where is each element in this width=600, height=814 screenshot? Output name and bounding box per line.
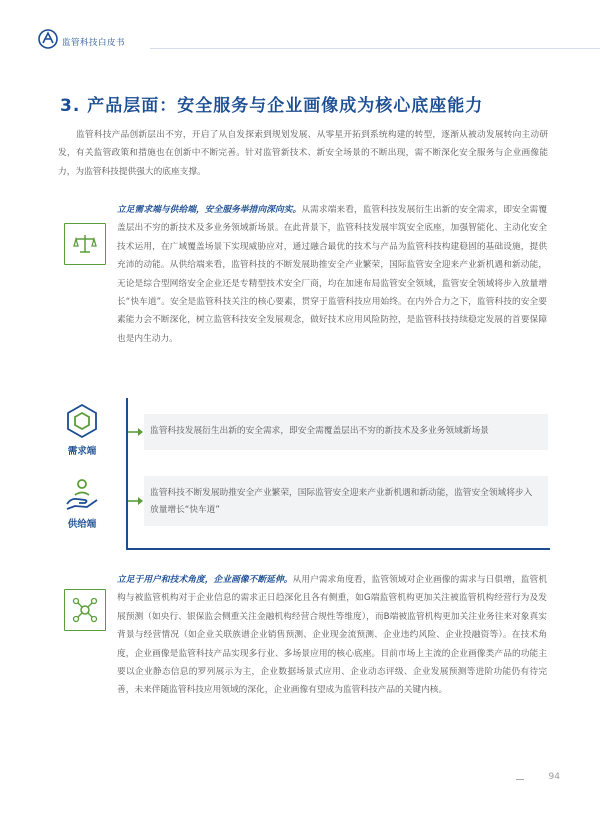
block2-paragraph [117, 571, 547, 700]
supply-label: 供给端 [67, 519, 97, 530]
demand-box: 监管科技发展衍生出新的安全需求，即安全需覆盖层出不穷的新技术及多业务领域新场景 [144, 414, 548, 450]
scale-icon-box [64, 223, 106, 265]
intro-paragraph: 监管科技产品创新层出不穷，开启了从自发探索到规划发展、从零星开拓到系统构建的转型，逐渐从被动发展转向主动研发，有关监管政策和措施也在创新中不断完善。针对监管新技术、新安全场景的不断出现，需不断深化安全服务与企业画像能力，为监管科技提供强大的底座支撑。 [58, 130, 548, 177]
block1-body: 从需求端来看，监管科技发展衍生出新的安全需求，即安全需覆盖层出不穷的新技术及多业务领域新场景。在此背景下，监管科技发展牢筑安全底座，加强智能化、主动化安全技术运用，在广域覆盖场景下实现威胁应对，通过融合最优的技术与产品为监管科技构建稳固的基础设施，提供充沛的动能。从供给端来看，监管科技的不断发展助推安全产业繁荣，国际监管安全迎来产业新机遇和新动能，无论是综合型网络安全企业还是专精型技术安全厂商，均在加速布局监管安全领域，监管安全领域将步入放量增长“快车道”。安全是监管科技关注的核心要素，贯穿于监管科技应用始终。在内外合力之下，监管科技的安全要素能力会不断深化，树立监管科技安全发展观念，做好技术应用风险防控，是监管科技持续稳定发展的首要保障也是内生动力。 [117, 205, 548, 344]
section-heading: 3. 产品层面：安全服务与企业画像成为核心底座能力 [60, 96, 484, 116]
header-title: 监管科技白皮书 [62, 38, 126, 48]
network-nodes-icon [71, 596, 99, 624]
hand-people-icon [63, 476, 101, 514]
demand-label: 需求端 [67, 446, 97, 457]
page-number-dash [516, 779, 524, 780]
diagram-vertical-bar [126, 398, 128, 550]
supply-box: 监管科技不断发展助推安全产业繁荣，国际监管安全迎来产业新机遇和新动能，监管安全领域将步入放量增长“快车道” [144, 476, 548, 526]
header-divider [150, 48, 600, 49]
page-header [0, 0, 600, 60]
diagram-bottom-bar [126, 548, 550, 550]
shield-hex-icon [63, 402, 101, 440]
arrow-right-icon [128, 496, 144, 506]
block2-lead: 立足于用户和技术角度，企业画像不断延伸。 [117, 575, 293, 585]
block1-lead: 立足需求端与供给端，安全服务举措向深向实。 [117, 205, 302, 215]
block2-body: 从用户需求角度看，监管领域对企业画像的需求与日俱增，监管机构与被监管机构对于企业信息的需求正日趋深化且各有侧重，如G端监管机构更加关注被监管机构经营行为及发展预测（如央行、银保监会侧重关注金融机构经营合规性等维度），而B端被监管机构更加关注业务往来对象真实背景与经营情况（如企业关联族谱企业销售预测、企业现金流预测、企业违约风险、企业投融资等）。在技术角度，企业画像是监管科技产品实现多行业、多场景应用的核心底座。目前市场上主流的企业画像类产品的功能主要以企业静态信息的罗列展示为主，企业数据场景式应用、企业动态评级、企业发展预测等进阶功能仍有待完善，未来伴随监管科技应用领域的深化，企业画像有望成为监管科技产品的关键内核。 [117, 575, 547, 696]
network-icon-box [64, 589, 106, 631]
arrow-right-icon [128, 427, 144, 437]
block1-paragraph [117, 201, 547, 348]
page-number: 94 [548, 772, 560, 782]
balance-scale-icon [71, 230, 99, 258]
whitepaper-logo-icon [38, 28, 58, 50]
